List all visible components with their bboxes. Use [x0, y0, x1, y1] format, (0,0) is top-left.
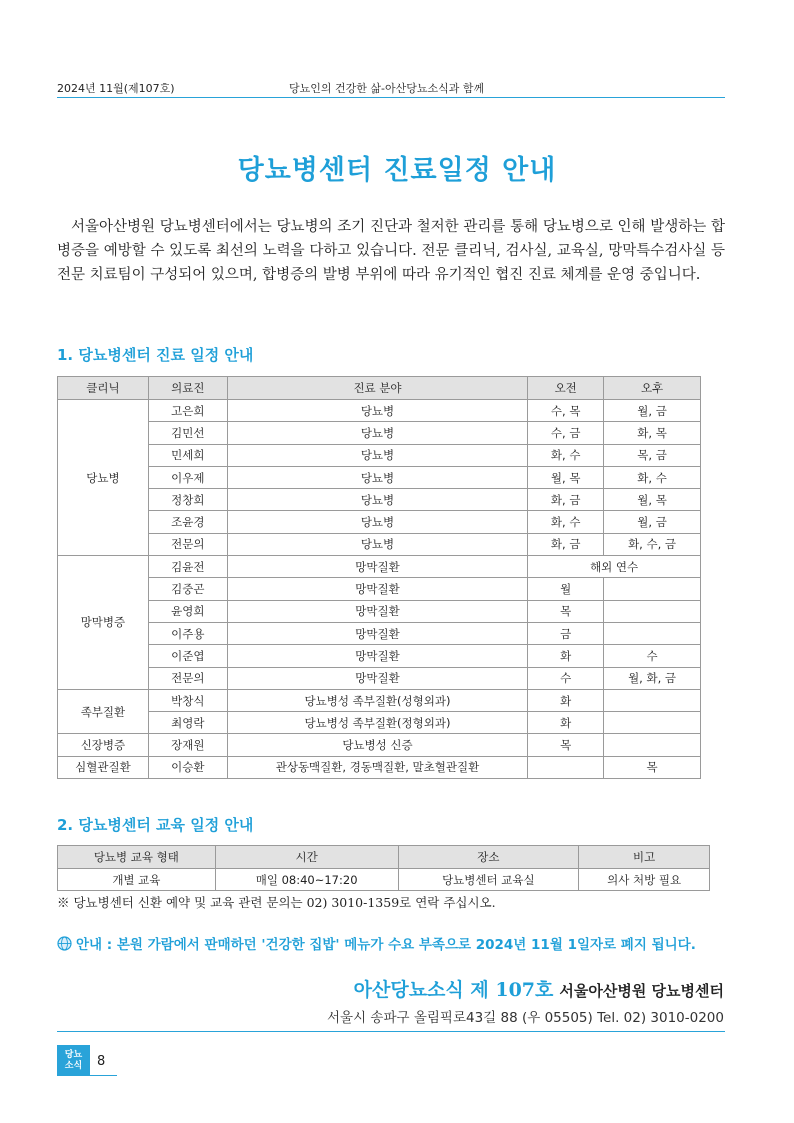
- section1-title: 1. 당뇨병센터 진료 일정 안내: [57, 346, 254, 364]
- doctor-cell: 윤영희: [148, 600, 227, 622]
- schedule-row: [58, 667, 701, 689]
- page-title: 당뇨병센터 진료일정 안내: [237, 155, 557, 186]
- field-cell: 당뇨병성 신증: [227, 734, 528, 756]
- doctor-cell: 김윤전: [148, 556, 227, 578]
- header-title: 당뇨인의 건강한 삶-아산당뇨소식과 함께: [289, 82, 485, 95]
- schedule-row: [58, 489, 701, 511]
- am-cell: 화, 수: [528, 511, 604, 533]
- pm-cell: [604, 689, 701, 711]
- pm-cell: 화, 목: [604, 422, 701, 444]
- schedule-row: [58, 756, 701, 778]
- education-table: [57, 845, 710, 891]
- doctor-cell: 장재원: [148, 734, 227, 756]
- field-cell: 망막질환: [227, 622, 528, 644]
- org-name: 서울아산병원 당뇨병센터: [559, 982, 724, 1000]
- pm-cell: [604, 600, 701, 622]
- col-edu-note: 비고: [579, 846, 710, 869]
- doctor-cell: 정창희: [148, 489, 227, 511]
- globe-icon: [57, 936, 72, 955]
- col-edu-type: 당뇨병 교육 형태: [58, 846, 216, 869]
- edu-place: 당뇨병센터 교육실: [398, 869, 579, 891]
- col-field: 진료 분야: [227, 377, 528, 400]
- schedule-row: [58, 578, 701, 600]
- schedule-row: [58, 533, 701, 555]
- edu-time: 매일 08:40~17:20: [215, 869, 398, 891]
- pm-cell: 목: [604, 756, 701, 778]
- badge-line2: 소식: [64, 1061, 83, 1071]
- col-edu-time: 시간: [215, 846, 398, 869]
- pm-cell: 월, 금: [604, 400, 701, 422]
- newsletter-name: 아산당뇨소식 제 107호: [353, 979, 554, 1001]
- field-cell: 당뇨병: [227, 489, 528, 511]
- am-cell: 수, 목: [528, 400, 604, 422]
- doctor-cell: 고은희: [148, 400, 227, 422]
- col-pm: 오후: [604, 377, 701, 400]
- field-cell: 당뇨병성 족부질환(정형외과): [227, 712, 528, 734]
- am-cell: 화, 금: [528, 533, 604, 555]
- page-number-underline: [57, 1075, 117, 1076]
- edu-note: 의사 처방 필요: [579, 869, 710, 891]
- pm-cell: 월, 화, 금: [604, 667, 701, 689]
- am-cell: 월, 목: [528, 466, 604, 488]
- schedule-row: [58, 600, 701, 622]
- pm-cell: [604, 734, 701, 756]
- col-edu-place: 장소: [398, 846, 579, 869]
- schedule-row: [58, 689, 701, 711]
- clinic-cell: 심혈관질환: [58, 756, 149, 778]
- doctor-cell: 전문의: [148, 667, 227, 689]
- field-cell: 망막질환: [227, 556, 528, 578]
- col-clinic: 클리닉: [58, 377, 149, 400]
- doctor-cell: 이승환: [148, 756, 227, 778]
- doctor-cell: 전문의: [148, 533, 227, 555]
- schedule-row: [58, 622, 701, 644]
- running-header: [57, 79, 725, 98]
- am-cell: 화: [528, 645, 604, 667]
- doctor-cell: 박창식: [148, 689, 227, 711]
- doctor-cell: 이우제: [148, 466, 227, 488]
- page-number: 8: [97, 1054, 106, 1069]
- col-doctor: 의료진: [148, 377, 227, 400]
- field-cell: 망막질환: [227, 667, 528, 689]
- edu-type: 개별 교육: [58, 869, 216, 891]
- pm-cell: 목, 금: [604, 444, 701, 466]
- am-cell: 목: [528, 600, 604, 622]
- pm-cell: 월, 목: [604, 489, 701, 511]
- col-am: 오전: [528, 377, 604, 400]
- section-badge: [57, 1045, 90, 1076]
- doctor-cell: 이주용: [148, 622, 227, 644]
- schedule-table: [57, 376, 701, 779]
- pm-cell: 화, 수, 금: [604, 533, 701, 555]
- section2-title: 2. 당뇨병센터 교육 일정 안내: [57, 816, 254, 834]
- schedule-row: [58, 511, 701, 533]
- am-cell: 금: [528, 622, 604, 644]
- schedule-row: [58, 422, 701, 444]
- pm-cell: [604, 578, 701, 600]
- doctor-cell: 최영락: [148, 712, 227, 734]
- schedule-row: [58, 466, 701, 488]
- am-cell: 목: [528, 734, 604, 756]
- schedule-row: [58, 444, 701, 466]
- schedule-row: [58, 712, 701, 734]
- intro-paragraph: 서울아산병원 당뇨병센터에서는 당뇨병의 조기 진단과 철저한 관리를 통해 당뇨병으로 인해 발생하는 합병증을 예방할 수 있도록 최선의 노력을 다하고 있습니다. 전문 클리닉, 검사실, 교육실, 망막특수검사실 등 전문 치료팀이 구성되어 있으며, 합병증의 발병 부위에 따라 유기적인 협진 진료 체계를 운영 중입니다.: [57, 219, 725, 283]
- field-cell: 관상동맥질환, 경동맥질환, 말초혈관질환: [227, 756, 528, 778]
- am-cell: 화: [528, 689, 604, 711]
- field-cell: 당뇨병: [227, 533, 528, 555]
- pm-cell: 월, 금: [604, 511, 701, 533]
- issue-label: 2024년 11월(제107호): [57, 82, 175, 95]
- pm-cell: [604, 622, 701, 644]
- field-cell: 망막질환: [227, 578, 528, 600]
- field-cell: 당뇨병: [227, 511, 528, 533]
- am-cell: 수: [528, 667, 604, 689]
- clinic-cell: 당뇨병: [58, 400, 149, 556]
- notice-line: [57, 933, 696, 955]
- notice-text: 안내 : 본원 가람에서 판매하던 '건강한 집밥' 메뉴가 수요 부족으로 2024년 11월 1일자로 폐지 됩니다.: [76, 937, 696, 953]
- field-cell: 망막질환: [227, 645, 528, 667]
- badge-line1: 당뇨: [64, 1050, 83, 1060]
- field-cell: 당뇨병: [227, 400, 528, 422]
- contact-note: ※ 당뇨병센터 신환 예약 및 교육 관련 문의는 02) 3010-1359로 연락 주십시오.: [57, 895, 496, 910]
- am-cell: 월: [528, 578, 604, 600]
- clinic-cell: 망막병증: [58, 556, 149, 690]
- schedule-row: [58, 400, 701, 422]
- signature: [354, 975, 724, 1002]
- doctor-cell: 김중곤: [148, 578, 227, 600]
- education-row: [58, 869, 710, 891]
- field-cell: 당뇨병: [227, 422, 528, 444]
- am-cell: 화, 수: [528, 444, 604, 466]
- field-cell: 당뇨병: [227, 466, 528, 488]
- schedule-row: [58, 556, 701, 578]
- doctor-cell: 민세희: [148, 444, 227, 466]
- pm-cell: 화, 수: [604, 466, 701, 488]
- doctor-cell: 이준엽: [148, 645, 227, 667]
- address: 서울시 송파구 올림픽로43길 88 (우 05505) Tel. 02) 3010-0200: [327, 1010, 724, 1026]
- am-cell: 화, 금: [528, 489, 604, 511]
- am-cell: 수, 금: [528, 422, 604, 444]
- field-cell: 당뇨병: [227, 444, 528, 466]
- clinic-cell: 신장병증: [58, 734, 149, 756]
- pm-cell: [604, 712, 701, 734]
- schedule-row: [58, 645, 701, 667]
- footer-divider: [57, 1031, 725, 1032]
- clinic-cell: 족부질환: [58, 689, 149, 734]
- field-cell: 망막질환: [227, 600, 528, 622]
- schedule-header-row: [58, 377, 701, 400]
- education-header-row: [58, 846, 710, 869]
- schedule-merged-cell: 해외 연수: [528, 556, 701, 578]
- doctor-cell: 김민선: [148, 422, 227, 444]
- pm-cell: 수: [604, 645, 701, 667]
- am-cell: 화: [528, 712, 604, 734]
- schedule-row: [58, 734, 701, 756]
- doctor-cell: 조윤경: [148, 511, 227, 533]
- field-cell: 당뇨병성 족부질환(성형외과): [227, 689, 528, 711]
- am-cell: [528, 756, 604, 778]
